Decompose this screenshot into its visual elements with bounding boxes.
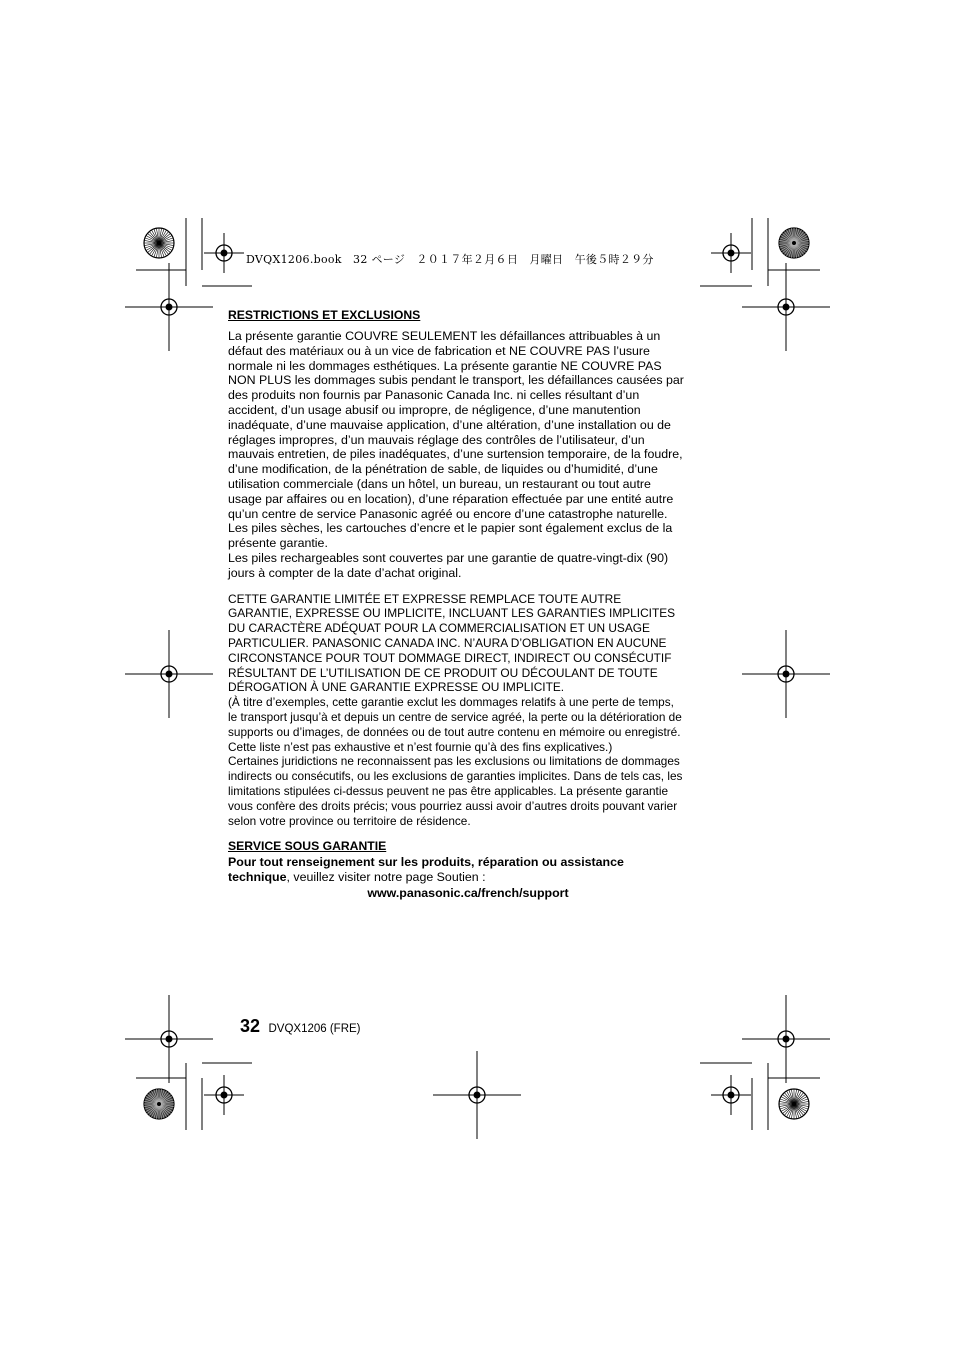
text-line: vous confère des droits précis; vous pourriez aussi avoir d’autres droits pouvant varier xyxy=(228,798,678,813)
restrictions-heading: RESTRICTIONS ET EXCLUSIONS xyxy=(228,308,421,322)
text-line: NON PLUS les dommages subis pendant le transport, les défaillances causées par xyxy=(228,373,684,388)
text-line: Cette liste n’est pas exhaustive et n’est fournie qu’à des fins explicatives.) xyxy=(228,739,613,754)
registration-target-dot xyxy=(783,671,790,678)
star-center xyxy=(157,1102,161,1106)
text-line: La présente garantie COUVRE SEULEMENT les défaillances attribuables à un xyxy=(228,329,661,343)
text-line: jours à compter de la date d’achat original. xyxy=(228,565,462,580)
text-line: CETTE GARANTIE LIMITÉE ET EXPRESSE REMPLACE TOUTE AUTRE xyxy=(228,591,622,606)
text-line: mauvais entretien, de piles inadéquates, d’une surtension temporaire, de la foudre, xyxy=(228,447,683,462)
registration-target-dot xyxy=(728,250,735,257)
text-line: selon votre province ou territoire de résidence. xyxy=(228,813,471,828)
service-bold-word: technique xyxy=(228,870,287,885)
registration-target-dot xyxy=(221,1092,228,1099)
registration-target-dot xyxy=(166,304,173,311)
warranty-content xyxy=(228,307,698,901)
registration-target-dot xyxy=(783,1036,790,1043)
star-center xyxy=(157,241,161,245)
text-line: présente garantie. xyxy=(228,536,328,551)
star-center xyxy=(792,1102,796,1106)
text-line: Les piles sèches, les cartouches d’encre et le papier sont également exclus de la xyxy=(228,521,673,536)
registration-target-dot xyxy=(166,1036,173,1043)
text-line: des produits non fournis par Panasonic Canada Inc. ni celles résultant d’un xyxy=(228,388,640,403)
page-number: 32 xyxy=(240,1016,261,1036)
text-line: (À titre d’exemples, cette garantie exclut les dommages relatifs à une perte de temps, xyxy=(228,695,674,710)
restrictions-paragraph xyxy=(228,329,698,581)
support-url[interactable]: www.panasonic.ca/french/support xyxy=(367,885,569,900)
text-line: indirects ou consécutifs, ou les exclusions de garanties implicites. Dans de tels cas, les xyxy=(228,769,683,784)
text-line: Certaines juridictions ne reconnaissent pas les exclusions ou limitations de dommages xyxy=(228,754,680,769)
text-line: DÉROGATION À UNE GARANTIE EXPRESSE OU IMPLICITE. xyxy=(228,680,565,695)
service-rest-text: , veuillez visiter notre page Soutien : xyxy=(286,870,486,885)
text-line: accident, d’un usage abusif ou impropre, de négligence, d’une manutention xyxy=(228,402,641,417)
text-line: le transport jusqu’à et depuis un centre de service agréé, la perte ou la détérioration de xyxy=(228,709,682,724)
registration-target-dot xyxy=(221,250,228,257)
text-line: DU CARACTÈRE ADÉQUAT POUR LA COMMERCIALISATION ET UN USAGE xyxy=(228,621,650,636)
exclusions-examples-paragraph xyxy=(228,695,698,828)
service-heading: SERVICE SOUS GARANTIE xyxy=(228,839,387,854)
text-line: PARTICULIER. PANASONIC CANADA INC. N’AURA D’OBLIGATION EN AUCUNE xyxy=(228,635,667,650)
text-line: défaut des matériaux ou à un vice de fabrication et NE COUVRE PAS l’usure xyxy=(228,343,650,358)
registration-target-dot xyxy=(474,1092,481,1099)
text-line: Les piles rechargeables sont couvertes par une garantie de quatre-vingt-dix (90) xyxy=(228,550,669,565)
registration-target-dot xyxy=(728,1092,735,1099)
print-header-slug: DVQX1206.book 32 ページ ２０１７年２月６日 月曜日 午後５時２９分 xyxy=(246,253,654,266)
text-line: CIRCONSTANCE POUR TOUT DOMMAGE DIRECT, INDIRECT OU CONSÉCUTIF xyxy=(228,650,672,665)
text-line: utilisation commerciale (dans un hôtel, un bureau, un restaurant ou tout autre xyxy=(228,476,651,491)
text-line: supports ou d’images, de données ou de tout autre contenu en mémoire ou enregistré. xyxy=(228,724,681,739)
service-bold-line: Pour tout renseignement sur les produits, réparation ou assistance xyxy=(228,855,624,870)
text-line: qu’un centre de service Panasonic agréé ou encore d’une catastrophe naturelle. xyxy=(228,506,668,521)
page-footer xyxy=(240,1016,361,1037)
text-line: inadéquate, d’une mauvaise application, d’une altération, d’une installation ou de xyxy=(228,417,671,432)
text-line: RÉSULTANT DE L’UTILISATION DE CE PRODUIT OU DÉCOULANT DE TOUTE xyxy=(228,665,658,680)
document-code: DVQX1206 (FRE) xyxy=(268,1023,361,1035)
text-line: usage par affaires ou en location), d’une réparation effectuée par une entité autre xyxy=(228,491,674,506)
text-line: GARANTIE, EXPRESSE OU IMPLICITE, INCLUANT LES GARANTIES IMPLICITES xyxy=(228,606,676,621)
text-line: limitations stipulées ci-dessus peuvent ne pas être applicables. La présente garantie xyxy=(228,783,669,798)
text-line: réglages impropres, d’un mauvais réglage des contrôles de l’utilisateur, d’un xyxy=(228,432,645,447)
limited-warranty-caps-paragraph xyxy=(228,592,698,696)
star-center xyxy=(792,241,796,245)
registration-target-dot xyxy=(783,304,790,311)
registration-target-dot xyxy=(166,671,173,678)
service-info xyxy=(228,855,698,885)
text-line: normale ni les dommages esthétiques. La présente garantie NE COUVRE PAS xyxy=(228,358,662,373)
text-line: d’une modification, de la pénétration de sable, de liquides ou d’humidité, d’une xyxy=(228,462,658,477)
